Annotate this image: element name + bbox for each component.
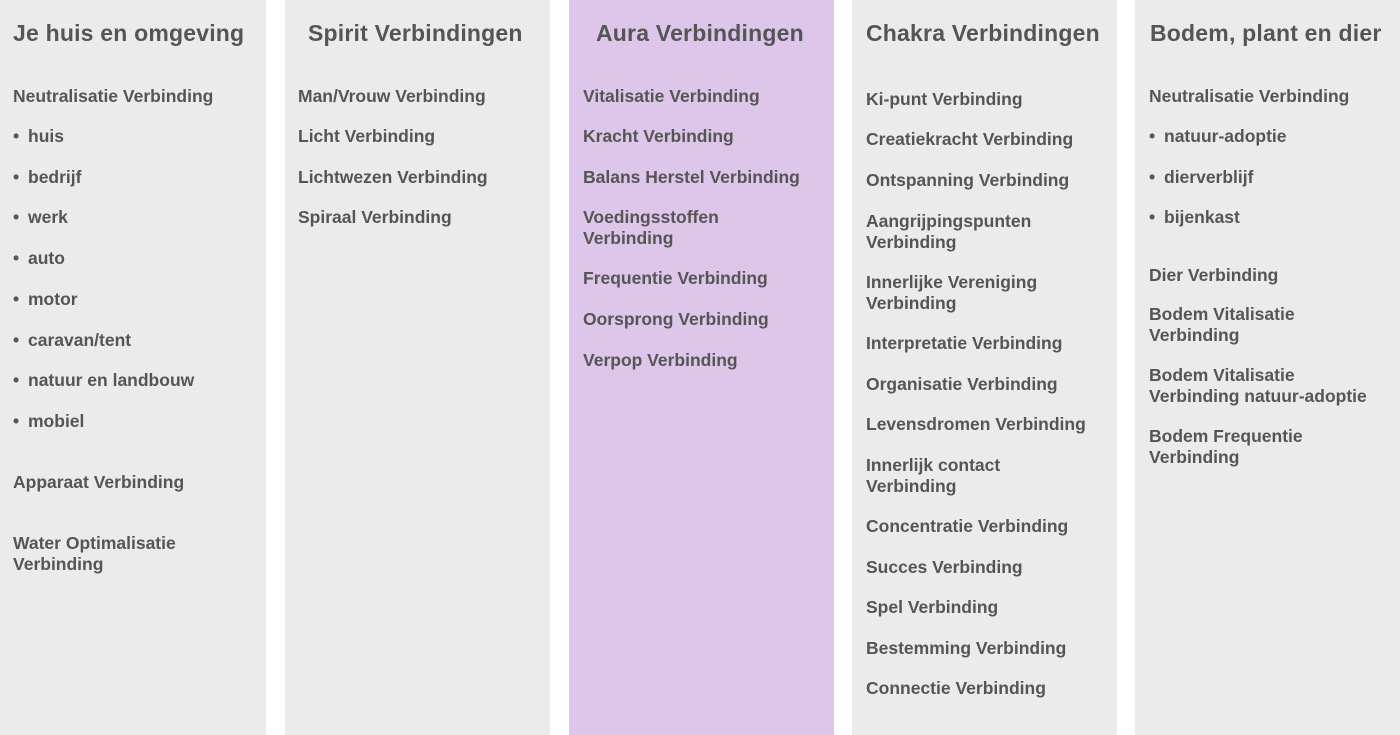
menu-item-auto[interactable]: • auto bbox=[13, 248, 65, 268]
menu-item-dier-verbinding[interactable]: Dier Verbinding bbox=[1149, 265, 1279, 285]
bullet-icon: • bbox=[1149, 167, 1156, 187]
column-je-huis-en-omgeving bbox=[0, 0, 266, 735]
bullet-icon: • bbox=[13, 289, 20, 309]
menu-item-balans-herstel-verbinding[interactable]: Balans Herstel Verbinding bbox=[583, 167, 800, 187]
menu-item-ki-punt-verbinding[interactable]: Ki-punt Verbinding bbox=[866, 89, 1023, 109]
menu-item-bodem-vitalisatie-verbinding[interactable]: Bodem Vitalisatie Verbinding bbox=[1149, 304, 1295, 345]
menu-item-neutralisatie-verbinding[interactable]: Neutralisatie Verbinding bbox=[1149, 86, 1350, 106]
menu-item-apparaat-verbinding[interactable]: Apparaat Verbinding bbox=[13, 472, 185, 492]
column-bodem-plant-en-dier bbox=[1135, 0, 1400, 735]
bullet-icon: • bbox=[13, 207, 20, 227]
column-title: Chakra Verbindingen bbox=[866, 20, 1100, 46]
menu-item-bodem-frequentie-verbinding[interactable]: Bodem Frequentie Verbinding bbox=[1149, 426, 1303, 467]
menu-item-bedrijf[interactable]: • bedrijf bbox=[13, 167, 82, 187]
menu-item-dierverblijf[interactable]: • dierverblijf bbox=[1149, 167, 1254, 187]
menu-item-natuur-adoptie[interactable]: • natuur-adoptie bbox=[1149, 126, 1287, 146]
menu-item-bestemming-verbinding[interactable]: Bestemming Verbinding bbox=[866, 638, 1067, 658]
column-title: Bodem, plant en dier bbox=[1150, 20, 1382, 46]
bullet-icon: • bbox=[1149, 207, 1156, 227]
menu-item-interpretatie-verbinding[interactable]: Interpretatie Verbinding bbox=[866, 333, 1063, 353]
menu-item-huis[interactable]: • huis bbox=[13, 126, 64, 146]
menu-item-lichtwezen-verbinding[interactable]: Lichtwezen Verbinding bbox=[298, 167, 488, 187]
menu-item-verpop-verbinding[interactable]: Verpop Verbinding bbox=[583, 350, 738, 370]
bullet-icon: • bbox=[13, 330, 20, 350]
menu-item-bijenkast[interactable]: • bijenkast bbox=[1149, 207, 1240, 227]
menu-item-succes-verbinding[interactable]: Succes Verbinding bbox=[866, 557, 1023, 577]
menu-item-kracht-verbinding[interactable]: Kracht Verbinding bbox=[583, 126, 734, 146]
menu-item-connectie-verbinding[interactable]: Connectie Verbinding bbox=[866, 678, 1046, 698]
menu-item-vitalisatie-verbinding[interactable]: Vitalisatie Verbinding bbox=[583, 86, 760, 106]
menu-item-frequentie-verbinding[interactable]: Frequentie Verbinding bbox=[583, 268, 768, 288]
menu-item-levensdromen-verbinding[interactable]: Levensdromen Verbinding bbox=[866, 414, 1086, 434]
menu-item-organisatie-verbinding[interactable]: Organisatie Verbinding bbox=[866, 374, 1058, 394]
bullet-icon: • bbox=[13, 370, 20, 390]
menu-item-bodem-vitalisatie-verbinding-natuur-adoptie[interactable]: Bodem Vitalisatie Verbinding natuur-adoptie bbox=[1149, 365, 1367, 406]
column-title: Spirit Verbindingen bbox=[308, 20, 523, 46]
menu-item-aangrijpingspunten-verbinding[interactable]: Aangrijpingspunten Verbinding bbox=[866, 211, 1032, 252]
menu-item-motor[interactable]: • motor bbox=[13, 289, 78, 309]
menu-item-licht-verbinding[interactable]: Licht Verbinding bbox=[298, 126, 436, 146]
menu-item-creatiekracht-verbinding[interactable]: Creatiekracht Verbinding bbox=[866, 129, 1074, 149]
menu-item-spiraal-verbinding[interactable]: Spiraal Verbinding bbox=[298, 207, 452, 227]
menu-item-water-optimalisatie-verbinding[interactable]: Water Optimalisatie Verbinding bbox=[13, 533, 176, 574]
menu-item-neutralisatie-verbinding[interactable]: Neutralisatie Verbinding bbox=[13, 86, 214, 106]
menu-item-spel-verbinding[interactable]: Spel Verbinding bbox=[866, 597, 999, 617]
menu-item-concentratie-verbinding[interactable]: Concentratie Verbinding bbox=[866, 516, 1069, 536]
menu-item-innerlijke-vereniging-verbinding[interactable]: Innerlijke Vereniging Verbinding bbox=[866, 272, 1038, 313]
bullet-icon: • bbox=[1149, 126, 1156, 146]
menu-item-ontspanning-verbinding[interactable]: Ontspanning Verbinding bbox=[866, 170, 1070, 190]
menu-item-voedingsstoffen-verbinding[interactable]: Voedingsstoffen Verbinding bbox=[583, 207, 719, 248]
bullet-icon: • bbox=[13, 411, 20, 431]
column-title: Aura Verbindingen bbox=[596, 20, 804, 46]
column-spirit-verbindingen bbox=[285, 0, 550, 735]
column-chakra-verbindingen bbox=[852, 0, 1117, 735]
bullet-icon: • bbox=[13, 126, 20, 146]
bullet-icon: • bbox=[13, 167, 20, 187]
menu-item-caravan-tent[interactable]: • caravan/tent bbox=[13, 330, 132, 350]
menu-item-natuur-en-landbouw[interactable]: • natuur en landbouw bbox=[13, 370, 195, 390]
column-title: Je huis en omgeving bbox=[13, 20, 245, 46]
menu-item-werk[interactable]: • werk bbox=[13, 207, 68, 227]
menu-item-mobiel[interactable]: • mobiel bbox=[13, 411, 85, 431]
menu-item-innerlijk-contact-verbinding[interactable]: Innerlijk contact Verbinding bbox=[866, 455, 1001, 496]
menu-item-man-vrouw-verbinding[interactable]: Man/Vrouw Verbinding bbox=[298, 86, 486, 106]
column-aura-verbindingen bbox=[569, 0, 834, 735]
bullet-icon: • bbox=[13, 248, 20, 268]
menu-item-oorsprong-verbinding[interactable]: Oorsprong Verbinding bbox=[583, 309, 769, 329]
